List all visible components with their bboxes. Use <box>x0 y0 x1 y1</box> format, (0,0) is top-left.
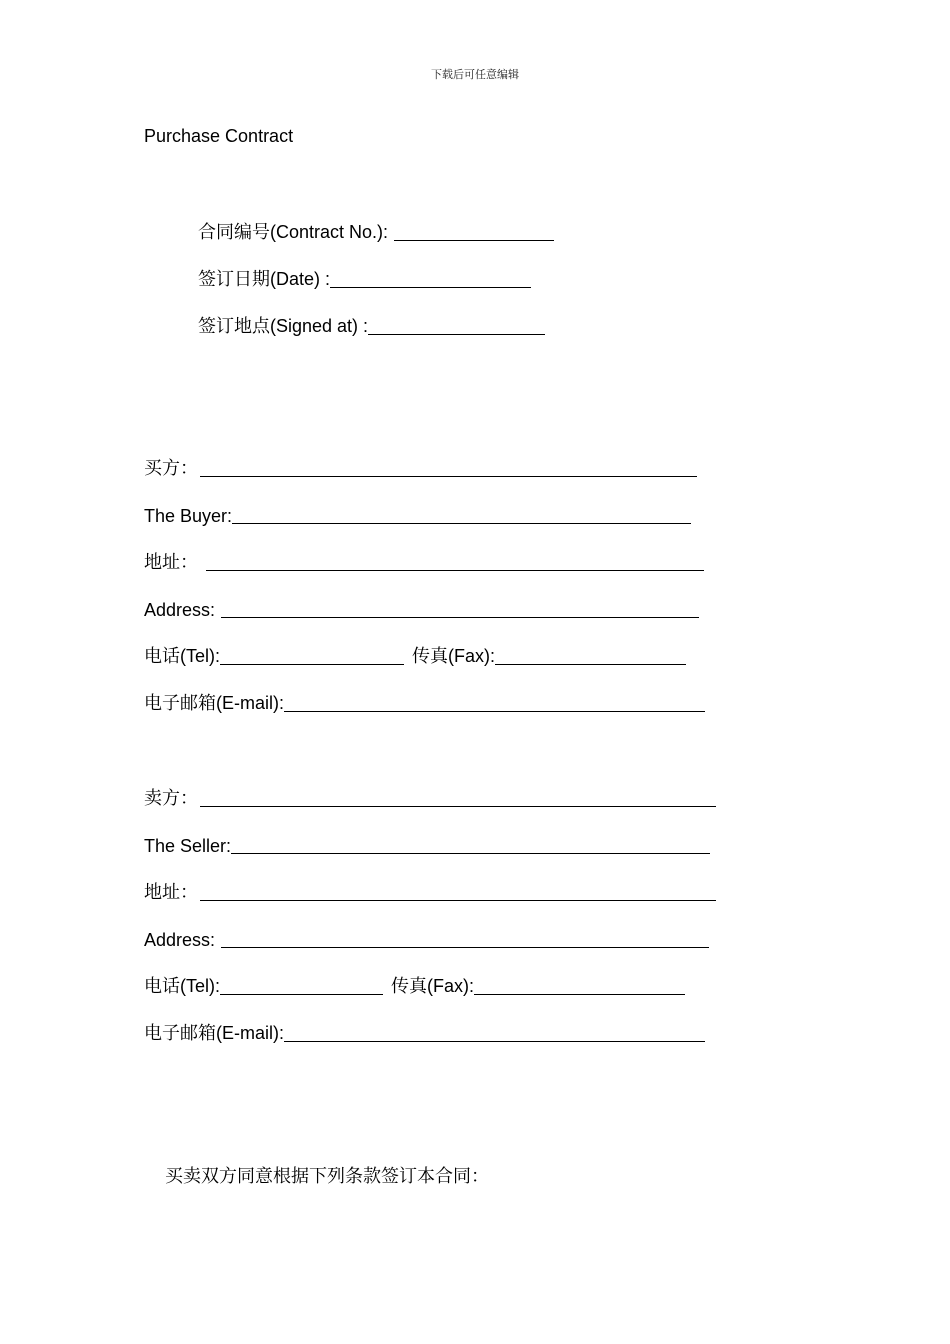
signed-at-blank[interactable] <box>368 333 545 335</box>
buyer-address-cn-label: 地址： <box>144 552 198 572</box>
buyer-fax-label: 传真(Fax): <box>412 646 495 666</box>
seller-name-en-blank[interactable] <box>231 852 710 854</box>
buyer-tel-blank[interactable] <box>220 663 404 665</box>
seller-name-cn-blank[interactable] <box>200 805 716 807</box>
buyer-email-blank[interactable] <box>284 710 705 712</box>
buyer-email-field[interactable] <box>144 689 705 715</box>
buyer-name-en-blank[interactable] <box>232 522 691 524</box>
buyer-tel-label: 电话(Tel): <box>144 646 220 666</box>
seller-tel-label: 电话(Tel): <box>144 976 220 996</box>
buyer-email-label: 电子邮箱(E-mail): <box>144 693 284 713</box>
seller-name-en-field[interactable] <box>144 831 710 857</box>
seller-address-cn-blank[interactable] <box>200 899 716 901</box>
buyer-name-en-label: The Buyer: <box>144 506 233 526</box>
contract-no-blank[interactable] <box>394 239 554 241</box>
seller-name-cn-field[interactable] <box>144 784 716 810</box>
buyer-address-en-label: Address: <box>144 600 216 620</box>
seller-tel-blank[interactable] <box>220 993 383 995</box>
contract-no-field[interactable] <box>198 218 554 244</box>
seller-fax-label: 传真(Fax): <box>391 976 474 996</box>
date-field[interactable] <box>198 265 531 291</box>
page-header-note: 下载后可任意编辑 <box>431 68 519 81</box>
buyer-address-en-blank[interactable] <box>221 616 699 618</box>
seller-address-cn-label: 地址： <box>144 882 198 902</box>
seller-email-blank[interactable] <box>284 1040 705 1042</box>
seller-fax-blank[interactable] <box>474 993 685 995</box>
seller-email-field[interactable] <box>144 1019 705 1045</box>
date-blank[interactable] <box>330 286 531 288</box>
date-label: 签订日期(Date) : <box>198 269 331 289</box>
agreement-statement: 买卖双方同意根据下列条款签订本合同： <box>165 1166 489 1187</box>
buyer-name-cn-field[interactable] <box>144 454 697 480</box>
seller-name-cn-label: 卖方： <box>144 788 198 808</box>
buyer-address-cn-blank[interactable] <box>206 569 704 571</box>
buyer-tel-fax-field[interactable] <box>144 642 686 668</box>
buyer-fax-blank[interactable] <box>495 663 686 665</box>
seller-tel-fax-field[interactable] <box>144 972 685 998</box>
buyer-name-en-field[interactable] <box>144 501 691 527</box>
seller-address-cn-field[interactable] <box>144 878 716 904</box>
buyer-name-cn-blank[interactable] <box>200 475 697 477</box>
buyer-address-cn-field[interactable] <box>144 548 704 574</box>
seller-address-en-label: Address: <box>144 930 216 950</box>
seller-address-en-blank[interactable] <box>221 946 709 948</box>
signed-at-label: 签订地点(Signed at) : <box>198 316 369 336</box>
buyer-address-en-field[interactable] <box>144 595 699 621</box>
signed-at-field[interactable] <box>198 312 545 338</box>
document-title: Purchase Contract <box>144 126 294 146</box>
seller-name-en-label: The Seller: <box>144 836 232 856</box>
contract-no-label: 合同编号(Contract No.): <box>198 222 389 242</box>
buyer-name-cn-label: 买方： <box>144 458 198 478</box>
seller-address-en-field[interactable] <box>144 925 709 951</box>
seller-email-label: 电子邮箱(E-mail): <box>144 1023 284 1043</box>
